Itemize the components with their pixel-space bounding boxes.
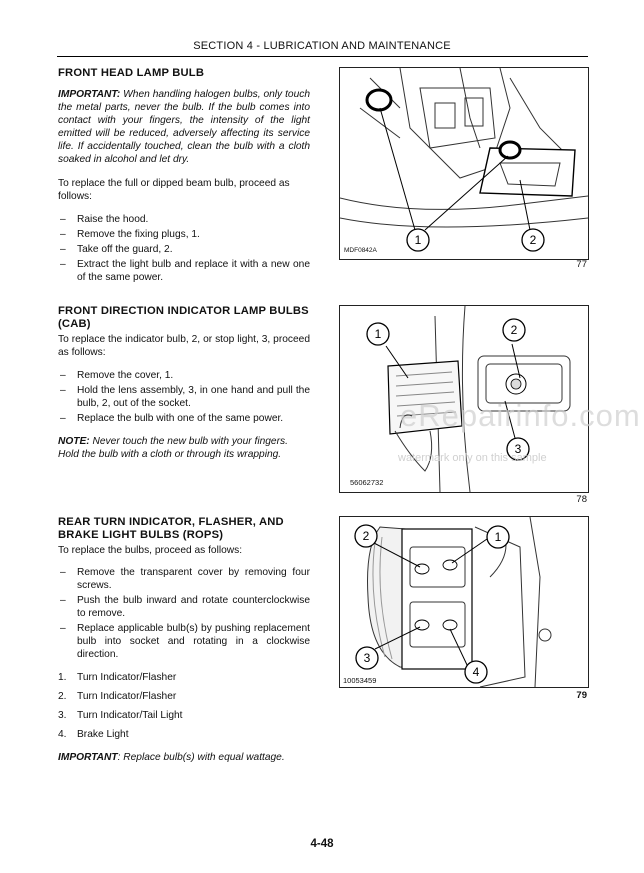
note-label: NOTE: [58,436,90,447]
item-number: 4. [58,729,67,740]
section-heading: REAR TURN INDICATOR, FLASHER, AND BRAKE LIGHT BULBS (ROPS) [58,516,284,541]
list-item: – Extract the light bulb and replace it with a new one of the same power. [58,258,310,284]
section-front-head-lamp [58,67,310,286]
list-item [58,671,310,684]
figure-79-rear-lights [339,516,589,688]
figure-77-head-lamp [339,67,589,260]
callout-4-label: 4 [472,665,480,679]
header-rule [57,56,588,57]
step-list [58,369,310,425]
list-item: – Remove the transparent cover by removing four screws. [58,566,310,592]
figure-code: MDF0842A [344,247,377,254]
item-text: Brake Light [77,729,129,740]
item-text: Turn Indicator/Tail Light [77,710,183,721]
watermark-brand: eRepairinfo.com [400,398,641,433]
important-text: When handling halogen bulbs, only touch the metal parts, never the bulb. If the bulb comes into contact with your fingers, the intensity of the light emitted will be reduced, adversely affecting its service life. If accidentally touched, clean the bulb with a cloth soaked in alcohol and let dry. [58,89,310,165]
callout-2-label: 2 [529,233,537,247]
list-item: – Raise the hood. [58,213,310,226]
important-label: IMPORTANT [58,752,118,763]
item-text: Turn Indicator/Flasher [77,672,177,683]
section-heading: FRONT HEAD LAMP BULB [58,67,205,79]
bulb-list [58,671,310,741]
important-paragraph [58,88,310,166]
list-item: – Replace the bulb with one of the same power. [58,412,310,425]
figure-number: 77 [576,259,587,270]
list-item: – Remove the cover, 1. [58,369,310,382]
list-item [58,728,310,741]
section-front-direction-indicator [58,305,310,461]
rear-lights-illustration [340,517,588,687]
list-item: – Take off the guard, 2. [58,243,310,256]
intro-text: To replace the full or dipped beam bulb, proceed as follows: [58,178,290,202]
callout-1-label: 1 [414,233,422,247]
important-label: IMPORTANT: [58,89,121,100]
list-item: – Hold the lens assembly, 3, in one hand and pull the bulb, 2, out of the socket. [58,384,310,410]
figure-number: 78 [576,494,587,505]
important-paragraph [58,751,310,764]
item-number: 1. [58,672,67,683]
note-text: Never touch the new bulb with your fingers. Hold the bulb with a cloth or through its wrapping. [58,436,288,460]
callout-2-label: 2 [362,529,370,543]
callout-3-label: 3 [363,651,371,665]
figure-number: 79 [576,690,587,701]
watermark-text: watermark only on this sample [398,452,547,464]
section-heading: FRONT DIRECTION INDICATOR LAMP BULBS (CAB) [58,305,309,330]
figure-code: 10053459 [343,676,377,685]
list-item [58,709,310,722]
intro-text: To replace the bulbs, proceed as follows: [58,545,243,556]
section-rear-turn-indicator [58,516,310,764]
list-item: – Remove the fixing plugs, 1. [58,228,310,241]
head-lamp-illustration [340,68,588,259]
callout-3-label: 3 [514,442,522,456]
list-item: – Replace applicable bulb(s) by pushing replacement bulb into socket and rotating in a clockwise direction. [58,622,310,661]
callout-2-label: 2 [510,323,518,337]
section-header: SECTION 4 - LUBRICATION AND MAINTENANCE [193,40,451,52]
callout-1-label: 1 [374,327,382,341]
page-number: 4-48 [310,838,334,850]
intro-text: To replace the indicator bulb, 2, or stop light, 3, proceed as follows: [58,334,310,358]
note-paragraph [58,435,310,461]
list-item: – Push the bulb inward and rotate counterclockwise to remove. [58,594,310,620]
item-number: 2. [58,691,67,702]
important-text: : Replace bulb(s) with equal wattage. [117,752,285,763]
item-text: Turn Indicator/Flasher [77,691,177,702]
callout-1-label: 1 [494,530,502,544]
figure-code: 56062732 [350,478,384,487]
step-list [58,566,310,661]
item-number: 3. [58,710,67,721]
step-list [58,213,310,284]
list-item [58,690,310,703]
